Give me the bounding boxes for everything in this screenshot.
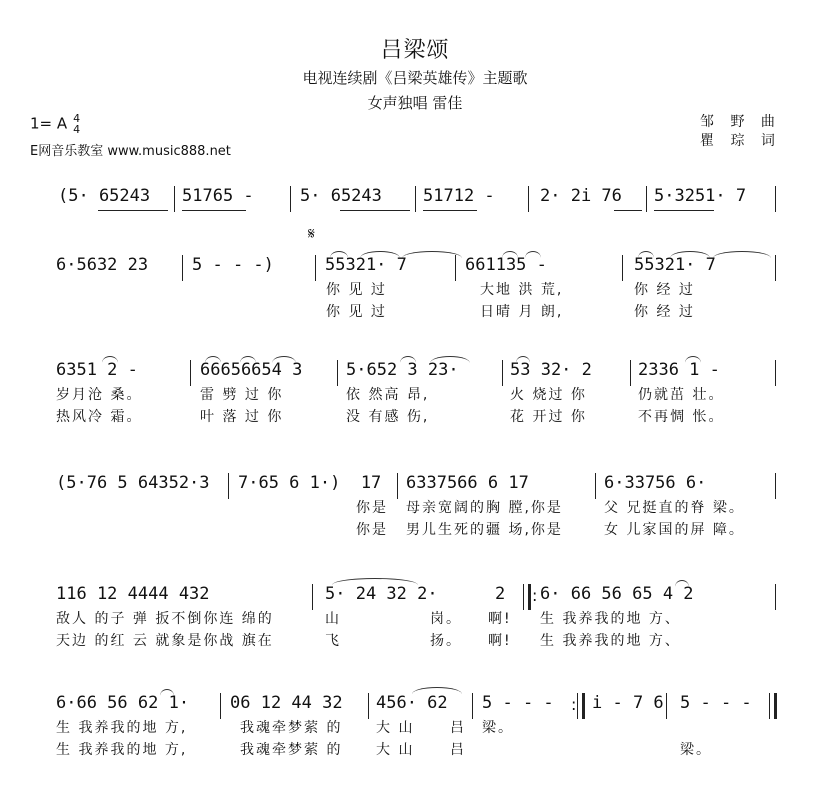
slur	[502, 251, 518, 258]
lyric: 生 我养我的地 方、	[540, 633, 681, 649]
barline	[455, 255, 456, 281]
score-line-1	[40, 186, 785, 216]
slur	[713, 251, 771, 258]
key-label: 1= A	[30, 114, 68, 133]
lyric: 没 有感 伤,	[346, 409, 430, 425]
measure: 55321· 7	[325, 255, 407, 275]
barline	[174, 186, 175, 212]
source-watermark: E网音乐教室 www.music888.net	[30, 144, 231, 159]
lyric: 女 儿家国的屏 障。	[604, 522, 745, 538]
lyric: 大 山	[376, 742, 415, 758]
repeat-end-barline	[577, 693, 585, 719]
lyricist-credit: 瞿 琮 词	[700, 133, 781, 149]
lyric: 我魂牵梦萦 的	[240, 742, 343, 758]
lyric: 你 见 过	[326, 304, 387, 320]
composer-credit: 邹 野 曲	[700, 114, 781, 130]
barline	[220, 693, 221, 719]
lyric: 热风冷 霜。	[56, 409, 143, 425]
measure: 6· 66 56 65 4 2	[540, 584, 694, 604]
lyric: 梁。	[680, 742, 712, 758]
final-barline	[769, 693, 777, 719]
repeat-start-barline	[523, 584, 531, 610]
barline	[622, 255, 623, 281]
barline	[775, 473, 776, 499]
score-line-5	[40, 584, 785, 654]
lyric: 大 山	[376, 720, 415, 736]
barline	[190, 360, 191, 386]
measure: 5 - - -	[680, 693, 752, 713]
lyric: 扬。	[430, 633, 462, 649]
lyric: 父 兄挺直的脊 梁。	[604, 500, 745, 516]
measure: 6337566 6 17	[406, 473, 529, 493]
measure: 5·3251· 7	[654, 186, 747, 206]
measure: (5· 65243	[58, 186, 151, 206]
underline	[98, 210, 168, 211]
lyric: 梁。	[482, 720, 514, 736]
lyric: 生 我养我的地 方,	[56, 742, 188, 758]
repeat-dots: :	[571, 695, 577, 714]
measure: 5·652 3 23·	[346, 360, 459, 380]
song-title: 吕梁颂	[380, 38, 450, 63]
slur	[430, 356, 470, 363]
lyric: 吕	[450, 720, 466, 736]
key-signature	[30, 113, 80, 135]
barline	[775, 255, 776, 281]
barline	[472, 693, 473, 719]
score-line-4	[40, 473, 785, 543]
lyric: 我魂牵梦萦 的	[240, 720, 343, 736]
slur	[638, 251, 654, 258]
lyric: 飞	[325, 633, 341, 649]
lyric: 不再惆 怅。	[638, 409, 725, 425]
barline	[290, 186, 291, 212]
lyric: 火 烧过 你	[510, 387, 587, 403]
measure: 51712 -	[423, 186, 495, 206]
slur	[330, 251, 348, 258]
measure: 53 32· 2	[510, 360, 592, 380]
slur	[272, 356, 296, 363]
slur	[685, 356, 701, 363]
measure: 7·65 6 1·) 17	[238, 473, 382, 493]
underline	[423, 210, 477, 211]
lyric: 你是	[356, 522, 388, 538]
lyric: 岁月沧 桑。	[56, 387, 143, 403]
measure: 55321· 7	[634, 255, 716, 275]
lyric: 你 见 过	[326, 282, 387, 298]
barline	[502, 360, 503, 386]
measure: 51765 -	[182, 186, 254, 206]
lyric: 生 我养我的地 方、	[540, 611, 681, 627]
score-line-6	[40, 693, 785, 763]
measure: 66656654 3	[200, 360, 303, 380]
measure: 6·66 56 62 1·	[56, 693, 190, 713]
score-line-3	[40, 360, 785, 430]
measure: 456· 62	[376, 693, 448, 713]
barline	[337, 360, 338, 386]
barline	[228, 473, 229, 499]
slur	[160, 689, 174, 696]
lyric: 吕	[450, 742, 466, 758]
slur	[400, 356, 416, 363]
measure: 5· 24 32 2·	[325, 584, 438, 604]
barline	[775, 360, 776, 386]
barline	[397, 473, 398, 499]
lyric: 山	[325, 611, 341, 627]
measure: i - 7 6	[592, 693, 664, 713]
measure: 5· 65243	[300, 186, 382, 206]
lyric: 啊!	[488, 633, 512, 649]
barline	[182, 255, 183, 281]
lyric: 你 经 过	[634, 304, 695, 320]
slur	[412, 687, 462, 694]
lyric: 岗。	[430, 611, 462, 627]
performer-line: 女声独唱 雷佳	[367, 94, 463, 112]
segno-icon: 𝄋	[308, 224, 315, 243]
slur	[516, 356, 530, 363]
underline	[182, 210, 246, 211]
lyric: 啊!	[488, 611, 512, 627]
slur	[670, 251, 710, 258]
lyric: 天边 的红 云 就象是你战 旗在	[56, 633, 274, 649]
barline	[666, 693, 667, 719]
lyric: 你是	[356, 500, 388, 516]
measure: 6351 2 -	[56, 360, 138, 380]
lyric: 叶 落 过 你	[200, 409, 284, 425]
measure: 2336 1 -	[638, 360, 720, 380]
slur	[675, 580, 689, 587]
lyric: 敌人 的子 弹 扳不倒你连 绵的	[56, 611, 274, 627]
lyric: 仍就茁 壮。	[638, 387, 725, 403]
measure: 6·5632 23	[56, 255, 149, 275]
barline	[415, 186, 416, 212]
measure: 5 - - -)	[192, 255, 274, 275]
slur	[525, 251, 541, 258]
barline	[646, 186, 647, 212]
barline	[315, 255, 316, 281]
score-line-2	[40, 255, 785, 325]
measure: 6·33756 6·	[604, 473, 707, 493]
barline	[775, 186, 776, 212]
barline	[630, 360, 631, 386]
underline	[614, 210, 642, 211]
measure: 2· 2i 76	[540, 186, 622, 206]
lyric: 日晴 月 朗,	[480, 304, 564, 320]
lyric: 男儿生死的疆 场,你是	[406, 522, 563, 538]
slur	[360, 251, 400, 258]
barline	[368, 693, 369, 719]
barline	[775, 584, 776, 610]
barline	[595, 473, 596, 499]
underline	[654, 210, 714, 211]
repeat-dots: :	[532, 586, 538, 605]
measure: 06 12 44 32	[230, 693, 343, 713]
slur	[332, 578, 418, 585]
barline	[312, 584, 313, 610]
measure: 116 12 4444 432	[56, 584, 210, 604]
slur	[205, 356, 221, 363]
measure: 661135 -	[465, 255, 547, 275]
lyric: 依 然高 昂,	[346, 387, 430, 403]
barline	[528, 186, 529, 212]
song-subtitle: 电视连续剧《吕梁英雄传》主题歌	[302, 69, 528, 87]
time-signature: 4 4	[73, 112, 81, 136]
measure: 2	[495, 584, 506, 604]
measure: (5·76 5 64352·3	[56, 473, 210, 493]
slur	[402, 251, 462, 258]
lyric: 母亲宽阔的胸 膛,你是	[406, 500, 563, 516]
lyric: 大地 洪 荒,	[480, 282, 564, 298]
measure: 5 - - -	[482, 693, 554, 713]
underline	[340, 210, 410, 211]
lyric: 你 经 过	[634, 282, 695, 298]
lyric: 生 我养我的地 方,	[56, 720, 188, 736]
lyric: 雷 劈 过 你	[200, 387, 284, 403]
lyric: 花 开过 你	[510, 409, 587, 425]
slur	[102, 356, 118, 363]
slur	[240, 356, 256, 363]
